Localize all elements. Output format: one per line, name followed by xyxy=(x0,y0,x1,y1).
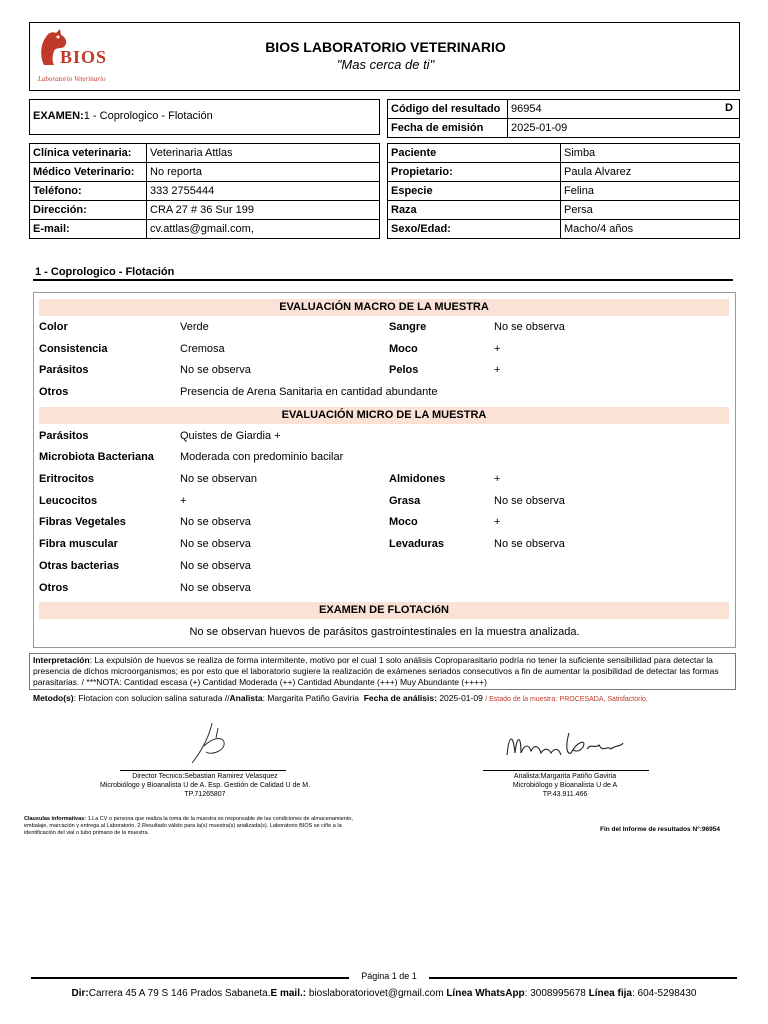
landline-label: Línea fija xyxy=(588,988,632,999)
field-label: Microbiota Bacteriana xyxy=(39,451,154,463)
address-label: Dir: xyxy=(71,988,89,999)
micro-title: EVALUACIÓN MICRO DE LA MUESTRA xyxy=(39,407,729,424)
clauses-body: 1.La CV o persona que realiza la toma de la muestra es responsable de las condiciones de almacenamiento, embalaje, marcación y entrega al Laboratorio. 2.Resultado válido para la(s) muestra(s) analizada(s). Laboratorio BIOS se ciñe a la identificación del vial o tubo primario de la muestra. xyxy=(24,816,353,836)
field-value: + xyxy=(494,343,501,355)
exam-line xyxy=(33,110,213,122)
interpretation-text xyxy=(33,655,733,688)
table-row xyxy=(388,144,740,163)
field-label: Pelos xyxy=(389,364,419,376)
method-label: Metodo(s) xyxy=(33,693,74,703)
signature-left-name: Director Tecnico:Sebastian Ramirez Velasquez xyxy=(132,773,278,780)
clinic-label: E-mail: xyxy=(30,220,147,239)
lab-title: BIOS LABORATORIO VETERINARIO xyxy=(265,39,506,55)
code-label: Código del resultado xyxy=(388,100,508,119)
analyst-label: Analista xyxy=(229,693,263,703)
footer-rule-left xyxy=(31,977,349,979)
field-label: Otras bacterias xyxy=(39,560,120,572)
patient-value: Felina xyxy=(561,182,740,201)
field-label: Consistencia xyxy=(39,343,108,355)
analysis-date-value: 2025-01-09 xyxy=(439,693,483,703)
date-value: 2025-01-09 xyxy=(508,119,740,138)
patient-value: Simba xyxy=(561,144,740,163)
field-value: Verde xyxy=(180,321,209,333)
table-row xyxy=(388,182,740,201)
signature-left-block xyxy=(60,772,350,799)
signature-right-rule xyxy=(483,770,649,771)
field-value: + xyxy=(494,364,501,376)
patient-label: Sexo/Edad: xyxy=(388,220,561,239)
field-value: No se observa xyxy=(494,321,565,333)
table-row xyxy=(30,144,380,163)
exam-label: EXAMEN: xyxy=(33,110,84,122)
field-label: Leucocitos xyxy=(39,495,98,507)
field-value: No se observa xyxy=(180,582,251,594)
date-label: Fecha de emisión xyxy=(388,119,508,138)
table-row xyxy=(388,220,740,239)
interpretation-label: Interpretación xyxy=(33,655,90,665)
clinic-value: No reporta xyxy=(147,163,380,182)
method-line xyxy=(33,693,648,703)
signature-right-title: Microbiólogo y Bioanalista U de A xyxy=(512,782,618,789)
flotacion-result: No se observan huevos de parásitos gastrointestinales en la muestra analizada. xyxy=(189,626,580,638)
clinic-label: Teléfono: xyxy=(30,182,147,201)
clinic-label: Médico Veterinario: xyxy=(30,163,147,182)
clinic-value: Veterinaria Attlas xyxy=(147,144,380,163)
patient-label: Paciente xyxy=(388,144,561,163)
field-label: Parásitos xyxy=(39,430,89,442)
report-end: Fin del Informe de resultados N°:96954 xyxy=(600,826,720,833)
field-value: No se observa xyxy=(494,538,565,550)
field-label: Moco xyxy=(389,516,418,528)
exam-value: 1 - Coprologico - Flotación xyxy=(83,110,213,122)
field-value: No se observa xyxy=(180,364,251,376)
field-label: Otros xyxy=(39,582,69,594)
clinic-label: Dirección: xyxy=(30,201,147,220)
whatsapp-label: Línea WhatsApp xyxy=(446,988,525,999)
patient-value: Macho/4 años xyxy=(561,220,740,239)
field-value: + xyxy=(494,516,501,528)
field-label: Moco xyxy=(389,343,418,355)
field-value: Moderada con predominio bacilar xyxy=(180,451,344,463)
footer-contact xyxy=(0,988,768,999)
table-row xyxy=(30,163,380,182)
section-rule xyxy=(33,279,733,281)
patient-label: Especie xyxy=(388,182,561,201)
signature-right-tp: TP.43.911.466 xyxy=(542,791,588,798)
interpretation-body: : La expulsión de huevos se realiza de forma intermitente, motivo por el cual 1 solo análisis Coproparasitario podría no tener la suficiente sensibilidad para detectar la presencia de dichos microorganismos; es por esto que el laboratorio sugiere la realización de exámenes seriados consecutivos a fin de aumentar la posibilidad de detectar las formas parasitarias. / ***NOTA: Cantidad escasa (+) Cantidad Moderada (++) Cantidad Abundante (+++) Muy Abundante (++++) xyxy=(33,655,719,687)
field-value: No se observa xyxy=(180,560,251,572)
signature-left-rule xyxy=(120,770,286,771)
table-row xyxy=(388,163,740,182)
page-number: Página 1 de 1 xyxy=(361,971,417,981)
table-row xyxy=(30,182,380,201)
method-text: : Flotacion con solucion salina saturada // xyxy=(73,693,230,703)
signature-left-icon xyxy=(182,718,242,768)
footer-rule-right xyxy=(429,977,737,979)
clinic-value: CRA 27 # 36 Sur 199 xyxy=(147,201,380,220)
result-code-table xyxy=(387,99,740,138)
email-label: E mail.: xyxy=(270,988,307,999)
sample-state-label: / Estado de la muestra: xyxy=(485,696,558,703)
field-value: + xyxy=(180,495,187,507)
exam-box xyxy=(29,99,380,135)
field-label: Almidones xyxy=(389,473,446,485)
section-title: 1 - Coprologico - Flotación xyxy=(35,266,175,278)
field-label: Fibras Vegetales xyxy=(39,516,126,528)
field-value: Cremosa xyxy=(180,343,225,355)
logo-text: BIOS xyxy=(60,47,108,67)
field-value: Quistes de Giardia + xyxy=(180,430,281,442)
landline-value: : 604-5298430 xyxy=(631,988,697,999)
clinic-label: Clínica veterinaria: xyxy=(30,144,147,163)
results-box xyxy=(33,292,736,648)
code-value: 96954 xyxy=(511,103,542,115)
field-label: Eritrocitos xyxy=(39,473,95,485)
clauses-label: Clausulas informativas: xyxy=(24,816,87,822)
field-label: Levaduras xyxy=(389,538,445,550)
address-value: Carrera 45 A 79 S 146 Prados Sabaneta. xyxy=(88,988,271,999)
macro-title: EVALUACIÓN MACRO DE LA MUESTRA xyxy=(39,299,729,316)
flotacion-title: EXAMEN DE FLOTACIóN xyxy=(39,602,729,619)
sample-state-value: PROCESADA, Satisfactorio, xyxy=(559,696,648,703)
field-value: + xyxy=(494,473,501,485)
field-label: Color xyxy=(39,321,68,333)
signature-right-block xyxy=(420,772,710,799)
field-value: Presencia de Arena Sanitaria en cantidad abundante xyxy=(180,386,438,398)
table-row xyxy=(388,201,740,220)
clinic-table xyxy=(29,143,380,239)
code-cell xyxy=(508,100,740,119)
table-row xyxy=(30,220,380,239)
email-value[interactable]: bioslaboratoriovet@gmail.com xyxy=(306,988,447,999)
field-value: No se observa xyxy=(180,516,251,528)
signature-left-tp: TP.71265807 xyxy=(184,791,226,798)
field-label: Sangre xyxy=(389,321,427,333)
clinic-value: cv.attlas@gmail.com, xyxy=(147,220,380,239)
logo xyxy=(34,25,122,87)
analyst-value: : Margarita Patiño Gaviria xyxy=(262,693,359,703)
interpretation-box xyxy=(29,653,736,690)
patient-label: Propietario: xyxy=(388,163,561,182)
field-value: No se observa xyxy=(180,538,251,550)
signature-right-icon xyxy=(503,725,628,767)
clauses-text xyxy=(24,816,364,837)
table-row xyxy=(30,201,380,220)
signature-right-name: Analista:Margarita Patiño Gaviria xyxy=(513,773,617,780)
patient-value: Persa xyxy=(561,201,740,220)
logo-subtitle: Laboratorio Veterinario xyxy=(38,75,106,83)
field-value: No se observa xyxy=(494,495,565,507)
field-label: Parásitos xyxy=(39,364,89,376)
analysis-date-label: Fecha de análisis: xyxy=(363,693,437,703)
field-label: Otros xyxy=(39,386,69,398)
patient-value: Paula Alvarez xyxy=(561,163,740,182)
patient-table xyxy=(387,143,740,239)
code-letter: D xyxy=(725,102,733,114)
signature-left-title: Microbiólogo y Bioanalista U de A. Esp. Gestión de Calidad U de M. xyxy=(99,782,311,789)
whatsapp-value: : 3008995678 xyxy=(524,988,589,999)
clinic-value: 333 2755444 xyxy=(147,182,380,201)
field-label: Fibra muscular xyxy=(39,538,118,550)
field-label: Grasa xyxy=(389,495,421,507)
header-box xyxy=(29,22,740,91)
field-value: No se observan xyxy=(180,473,258,485)
patient-label: Raza xyxy=(388,201,561,220)
lab-slogan: "Mas cerca de ti" xyxy=(336,57,435,72)
